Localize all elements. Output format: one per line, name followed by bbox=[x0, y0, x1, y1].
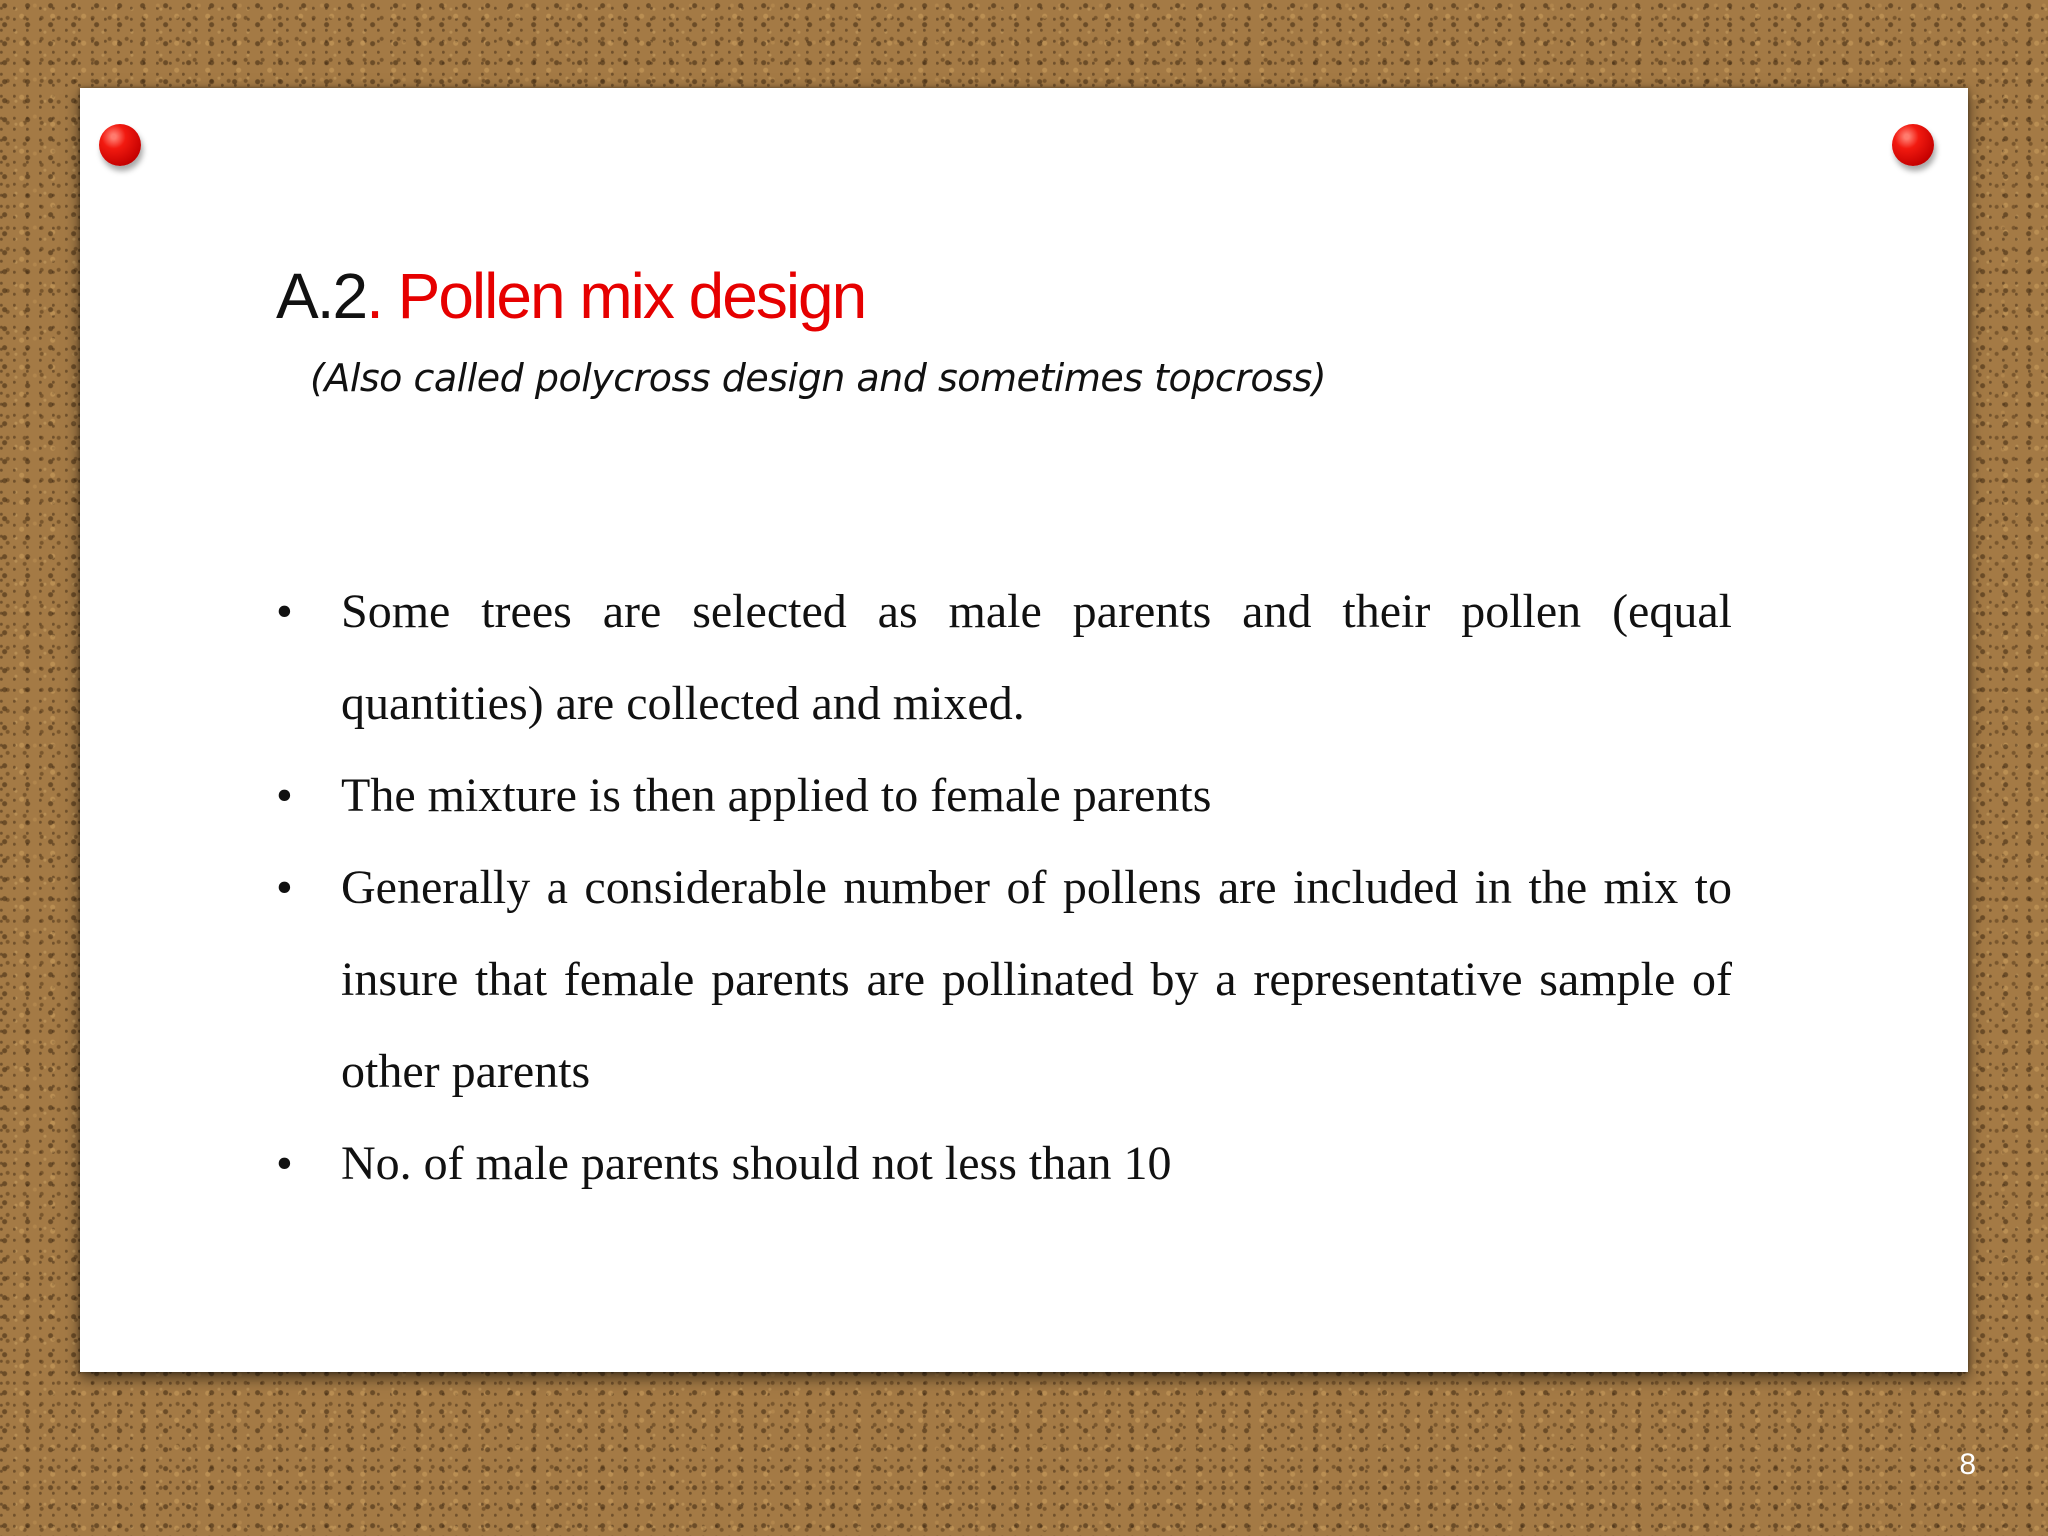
bullet-item bbox=[276, 750, 1732, 842]
slide-subtitle: (Also called polycross design and sometimes topcross) bbox=[310, 356, 1327, 400]
red-pin-icon bbox=[1892, 124, 1934, 166]
bullet-list bbox=[276, 566, 1732, 1210]
title-main: . Pollen mix design bbox=[366, 260, 866, 332]
bullet-item bbox=[276, 566, 1732, 750]
bullet-item bbox=[276, 842, 1732, 1118]
bullet-text: No. of male parents should not less than 10 bbox=[341, 1137, 1172, 1190]
bullet-icon: • bbox=[276, 861, 293, 914]
bullet-item bbox=[276, 1118, 1732, 1210]
slide-title bbox=[276, 256, 865, 336]
bullet-icon: • bbox=[276, 1137, 293, 1190]
page-number: 8 bbox=[1959, 1448, 1976, 1481]
bullet-text: Generally a considerable number of pollens are included in the mix to insure that female parents are pollinated by a representative sample of other parents bbox=[341, 861, 1732, 1098]
bullet-text: The mixture is then applied to female parents bbox=[341, 769, 1212, 822]
bullet-icon: • bbox=[276, 585, 293, 638]
red-pin-icon bbox=[99, 124, 141, 166]
bullet-text: Some trees are selected as male parents and their pollen (equal quantities) are collected and mixed. bbox=[341, 585, 1732, 730]
slide-card bbox=[80, 88, 1968, 1372]
bullet-icon: • bbox=[276, 769, 293, 822]
title-prefix: A.2 bbox=[276, 260, 367, 332]
